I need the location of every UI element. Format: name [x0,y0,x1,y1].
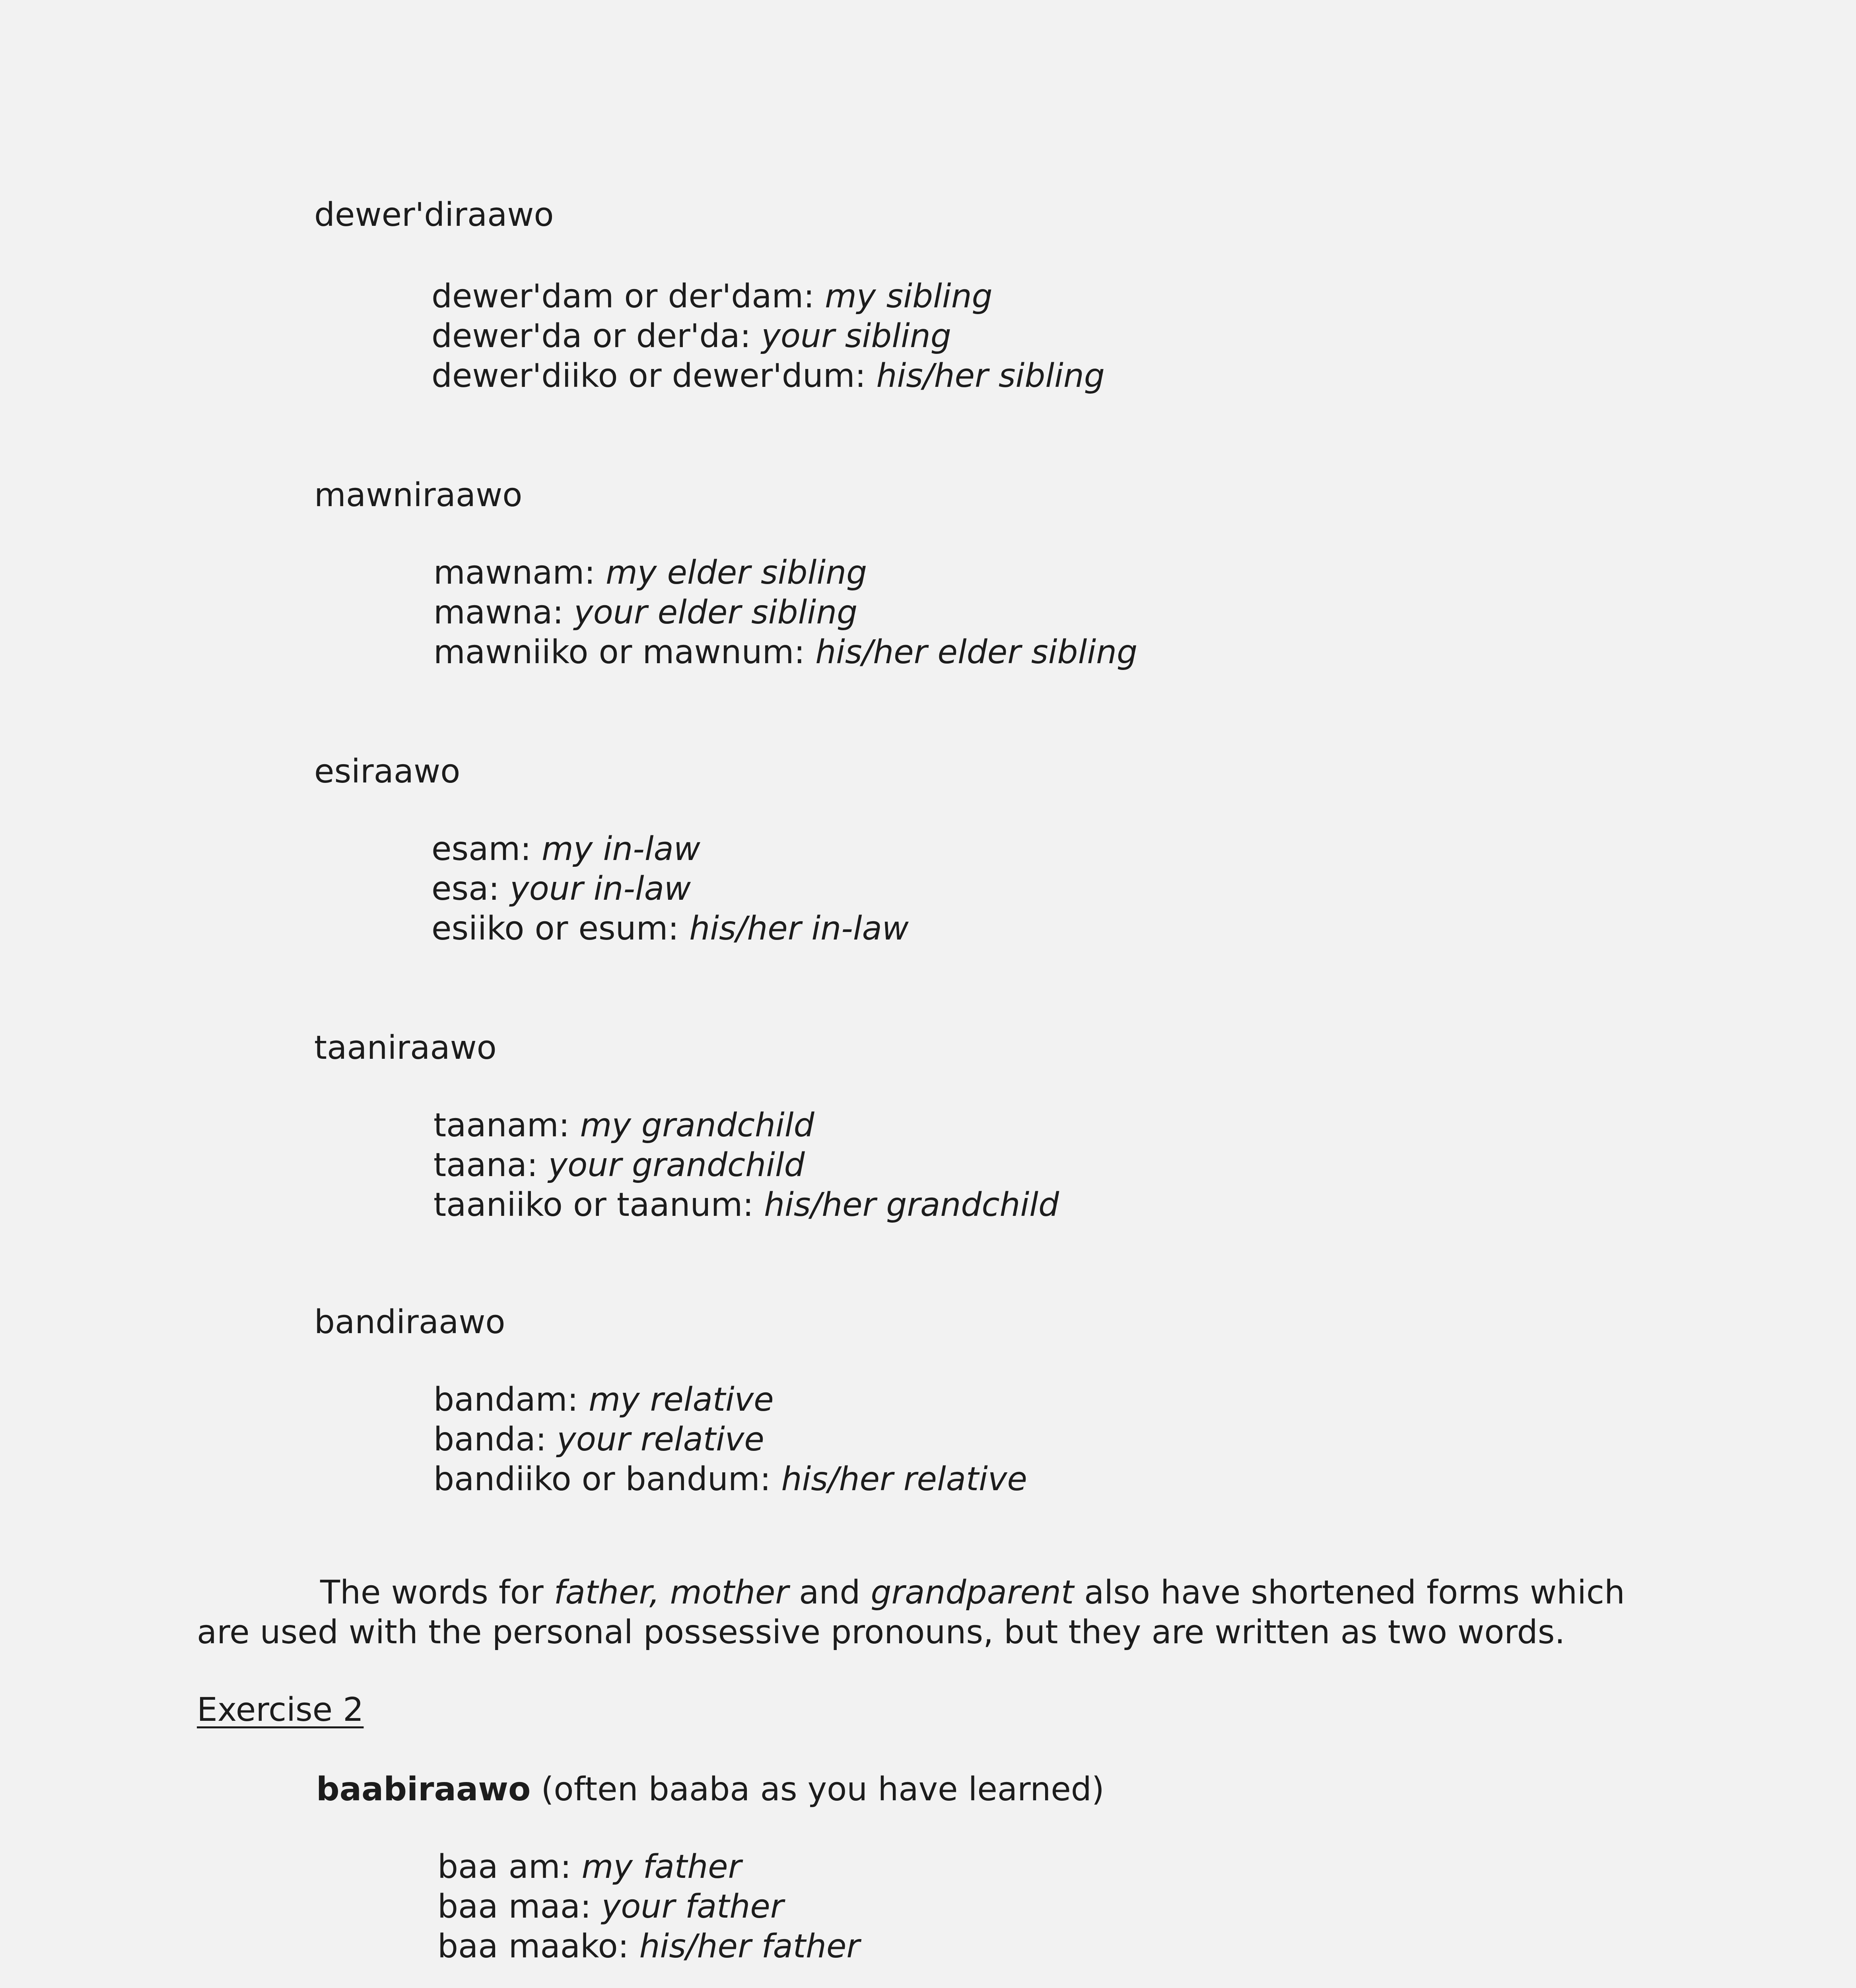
term-row [431,280,993,313]
gloss: his/her elder sibling [815,633,1138,671]
note-line-1 [320,1576,1625,1609]
term: dewer'dam or der'dam: [431,278,815,315]
term: esa: [431,870,500,908]
term: mawniiko or mawnum: [433,633,805,671]
term: bandam: [433,1381,579,1419]
gloss: my elder sibling [606,554,867,592]
gloss: your relative [557,1421,764,1458]
term: baa am: [437,1848,571,1886]
section-heading: taaniraawo [314,1029,497,1067]
gloss: my sibling [825,278,993,315]
term-row [437,1888,784,1926]
gloss: his/her father [639,1928,860,1965]
gloss: your grandchild [548,1146,805,1184]
term: taaniiko or taanum: [433,1186,754,1224]
term: mawna: [433,594,564,631]
gloss: your father [601,1888,784,1926]
term-row [433,596,857,629]
gloss: his/her grandchild [764,1186,1059,1224]
gloss: your in-law [510,870,691,908]
note-text: also have shortened forms which [1074,1574,1625,1611]
term: mawnam: [433,554,595,592]
term: banda: [433,1421,547,1458]
father-heading-word: baabiraawo [316,1771,531,1808]
term: esam: [431,830,531,868]
section-heading: mawniraawo [314,476,523,514]
note-emphasis: father, mother [554,1574,789,1611]
term-row [433,1381,774,1419]
exercise-title: Exercise 2 [197,1691,364,1729]
note-emphasis: grandparent [871,1574,1074,1611]
term: bandiiko or bandum: [433,1460,771,1498]
term-row [431,357,1105,395]
term: taanam: [433,1107,570,1144]
term-row [431,830,700,868]
term-row [431,317,951,355]
term-row [431,870,691,908]
father-heading-note: (often baaba as you have learned) [531,1771,1104,1808]
section-heading: esiraawo [314,753,461,790]
term-row [433,633,1138,671]
gloss: his/her relative [781,1460,1027,1498]
term: baa maa: [437,1888,591,1926]
term-row [433,1146,805,1184]
term-row [433,554,867,592]
term-row [437,1848,742,1886]
term-row [433,1109,814,1142]
gloss: his/her sibling [876,357,1105,395]
section-heading: dewer'diraawo [314,196,554,234]
term: dewer'diiko or dewer'dum: [431,357,866,395]
gloss: my relative [589,1381,774,1419]
father-heading [316,1773,1104,1806]
note-text: and [789,1574,871,1611]
gloss: my grandchild [580,1107,814,1144]
gloss: your elder sibling [574,594,858,631]
term: esiiko or esum: [431,910,679,947]
term-row [433,1460,1027,1498]
note-text: The words for [320,1574,554,1611]
term-row [431,912,909,945]
gloss: your sibling [761,317,951,355]
term-row [433,1423,764,1456]
term: taana: [433,1146,538,1184]
gloss: my father [581,1848,742,1886]
gloss: my in-law [542,830,700,868]
term-row [437,1930,860,1963]
note-line-2: are used with the personal possessive pronouns, but they are written as two words. [197,1613,1565,1651]
term: baa maako: [437,1928,629,1965]
term: dewer'da or der'da: [431,317,751,355]
gloss: his/her in-law [689,910,909,947]
section-heading: bandiraawo [314,1303,505,1341]
term-row [433,1186,1059,1224]
